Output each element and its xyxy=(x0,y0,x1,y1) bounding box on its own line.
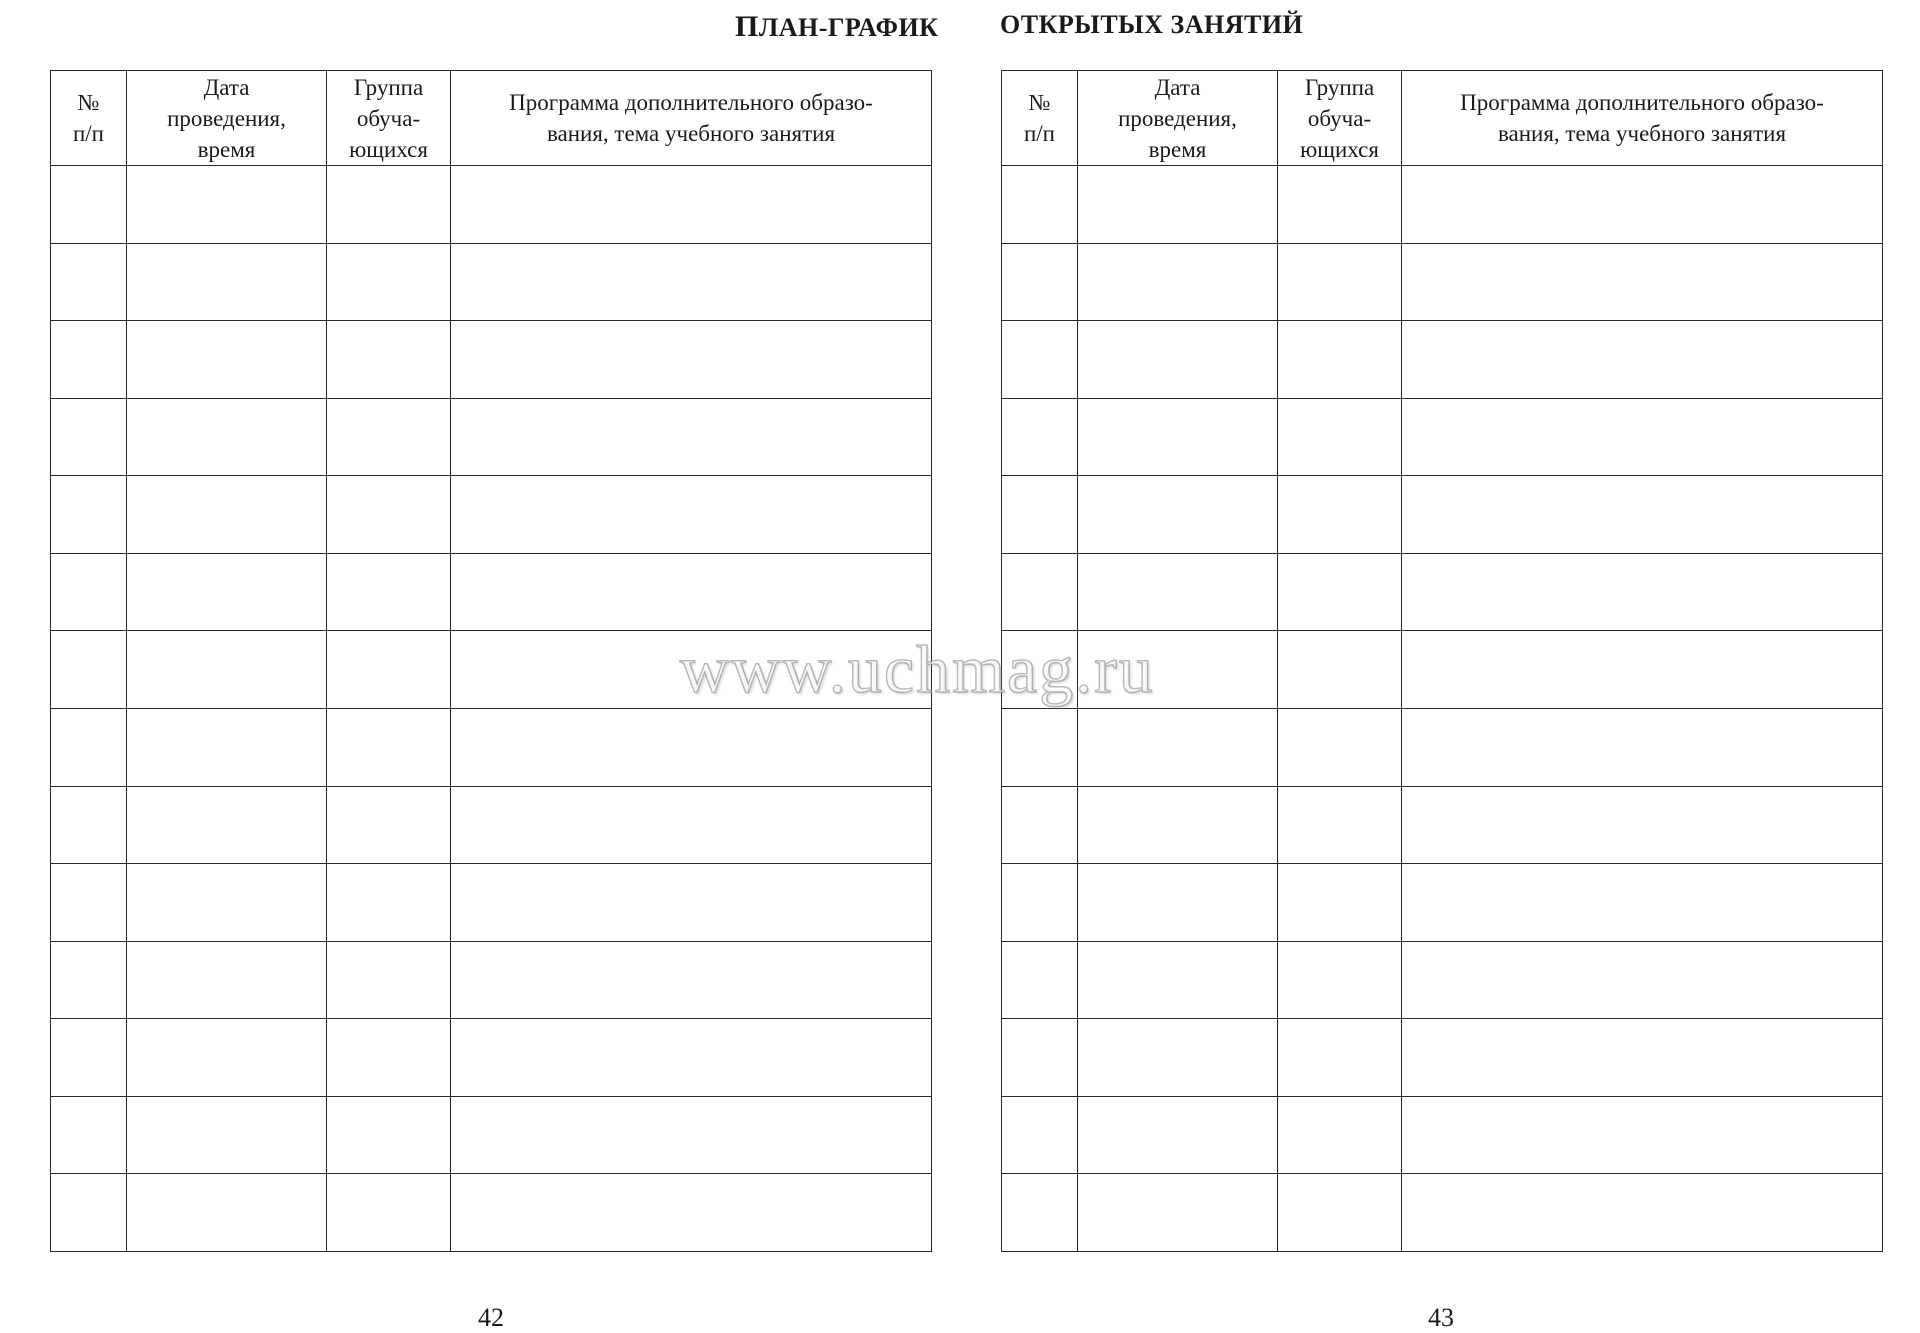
header-program: Программа дополнительного образо- вания, тема учебного занятия xyxy=(1402,71,1883,166)
table-cell xyxy=(51,1019,127,1097)
table-cell xyxy=(1278,631,1402,709)
table-cell xyxy=(1078,864,1278,942)
table-header xyxy=(1002,71,1883,166)
page-title-left: ПЛАН-ГРАФИК xyxy=(735,10,939,43)
table-cell xyxy=(327,476,451,554)
table-cell xyxy=(1402,864,1883,942)
table-cell xyxy=(451,631,932,709)
table-cell xyxy=(127,243,327,321)
table-cell xyxy=(1402,786,1883,864)
table-cell xyxy=(1402,1174,1883,1252)
table-cell xyxy=(451,553,932,631)
table-cell xyxy=(1402,243,1883,321)
table-row xyxy=(1002,1096,1883,1174)
table-cell xyxy=(51,321,127,399)
table-cell xyxy=(1278,708,1402,786)
table-cell xyxy=(327,864,451,942)
table-cell xyxy=(1278,398,1402,476)
table-cell xyxy=(327,1019,451,1097)
table-cell xyxy=(451,786,932,864)
table-cell xyxy=(451,166,932,244)
schedule-table-left xyxy=(50,70,932,1252)
table-cell xyxy=(1002,166,1078,244)
table-cell xyxy=(1078,476,1278,554)
header-group: Группа обуча- ющихся xyxy=(1278,71,1402,166)
table-cell xyxy=(51,786,127,864)
table-cell xyxy=(1402,631,1883,709)
table-row xyxy=(51,941,932,1019)
table-cell xyxy=(1278,941,1402,1019)
table-row xyxy=(51,398,932,476)
table-cell xyxy=(51,1174,127,1252)
table-cell xyxy=(127,631,327,709)
table-cell xyxy=(1402,553,1883,631)
table-body xyxy=(51,166,932,1252)
table-cell xyxy=(327,553,451,631)
table-cell xyxy=(1002,321,1078,399)
table-row xyxy=(1002,553,1883,631)
table-row xyxy=(51,166,932,244)
table-row xyxy=(51,321,932,399)
header-date: Дата проведения, время xyxy=(127,71,327,166)
table-cell xyxy=(451,398,932,476)
table-cell xyxy=(451,321,932,399)
table-row xyxy=(1002,321,1883,399)
table-cell xyxy=(1402,166,1883,244)
table-row xyxy=(51,476,932,554)
table-cell xyxy=(1078,1019,1278,1097)
table-cell xyxy=(1078,321,1278,399)
table-cell xyxy=(327,786,451,864)
schedule-table-right xyxy=(1001,70,1883,1252)
table-cell xyxy=(451,243,932,321)
table-row xyxy=(51,631,932,709)
table-cell xyxy=(451,476,932,554)
table-row xyxy=(51,1096,932,1174)
table-cell xyxy=(51,166,127,244)
page-number-right: 43 xyxy=(1428,1303,1454,1332)
table-cell xyxy=(1078,708,1278,786)
table-cell xyxy=(1278,1174,1402,1252)
page-number-left: 42 xyxy=(478,1303,504,1332)
table-cell xyxy=(1078,398,1278,476)
table-cell xyxy=(51,243,127,321)
table-cell xyxy=(1002,864,1078,942)
table-cell xyxy=(1278,1019,1402,1097)
table-cell xyxy=(1002,631,1078,709)
watermark: www.uchmag.ru xyxy=(680,631,1155,707)
table-row xyxy=(1002,166,1883,244)
table-cell xyxy=(127,864,327,942)
table-cell xyxy=(1402,398,1883,476)
table-cell xyxy=(451,708,932,786)
table-cell xyxy=(127,321,327,399)
table-cell xyxy=(451,1096,932,1174)
table-cell xyxy=(451,1019,932,1097)
table-cell xyxy=(327,321,451,399)
table-cell xyxy=(1002,398,1078,476)
table-cell xyxy=(51,941,127,1019)
table-row xyxy=(1002,243,1883,321)
table-cell xyxy=(1402,941,1883,1019)
table-cell xyxy=(51,1096,127,1174)
table-row xyxy=(1002,398,1883,476)
table-cell xyxy=(1078,941,1278,1019)
table-cell xyxy=(1078,786,1278,864)
table-cell xyxy=(1002,1096,1078,1174)
table-cell xyxy=(127,476,327,554)
table-row xyxy=(1002,1174,1883,1252)
table-cell xyxy=(327,1174,451,1252)
table-row xyxy=(51,1019,932,1097)
header-date: Дата проведения, время xyxy=(1078,71,1278,166)
table-cell xyxy=(451,864,932,942)
table-cell xyxy=(51,476,127,554)
table-cell xyxy=(127,1174,327,1252)
table-cell xyxy=(1002,708,1078,786)
table-cell xyxy=(127,708,327,786)
table-row xyxy=(51,708,932,786)
table-cell xyxy=(51,708,127,786)
table-row xyxy=(51,553,932,631)
table-cell xyxy=(51,864,127,942)
table-cell xyxy=(1402,708,1883,786)
table-cell xyxy=(127,1019,327,1097)
table-cell xyxy=(327,708,451,786)
header-group: Группа обуча- ющихся xyxy=(327,71,451,166)
table-cell xyxy=(1078,1096,1278,1174)
table-cell xyxy=(327,243,451,321)
table-cell xyxy=(127,553,327,631)
table-row xyxy=(1002,476,1883,554)
table-row xyxy=(1002,1019,1883,1097)
table-cell xyxy=(1278,1096,1402,1174)
table-row xyxy=(51,864,932,942)
table-row xyxy=(1002,941,1883,1019)
table-cell xyxy=(51,398,127,476)
table-cell xyxy=(1002,1019,1078,1097)
table-cell xyxy=(451,1174,932,1252)
table-cell xyxy=(127,1096,327,1174)
table-cell xyxy=(1278,864,1402,942)
table-cell xyxy=(451,941,932,1019)
table-row xyxy=(51,243,932,321)
table-cell xyxy=(1002,941,1078,1019)
table-cell xyxy=(327,398,451,476)
table-cell xyxy=(1002,786,1078,864)
table-cell xyxy=(1078,243,1278,321)
table-cell xyxy=(1278,321,1402,399)
table-cell xyxy=(1078,1174,1278,1252)
table-cell xyxy=(327,631,451,709)
table-cell xyxy=(1078,166,1278,244)
header-number: № п/п xyxy=(51,71,127,166)
page-title-right: ОТКРЫТЫХ ЗАНЯТИЙ xyxy=(1000,10,1304,39)
table-header xyxy=(51,71,932,166)
table-cell xyxy=(127,786,327,864)
table-cell xyxy=(1002,1174,1078,1252)
table-cell xyxy=(327,941,451,1019)
table-cell xyxy=(1078,553,1278,631)
table-row xyxy=(51,1174,932,1252)
table-body xyxy=(1002,166,1883,1252)
table-cell xyxy=(1402,1019,1883,1097)
table-cell xyxy=(51,631,127,709)
table-cell xyxy=(1278,553,1402,631)
table-cell xyxy=(1002,243,1078,321)
table-cell xyxy=(1278,786,1402,864)
table-row xyxy=(51,786,932,864)
table-cell xyxy=(1278,166,1402,244)
table-row xyxy=(1002,864,1883,942)
table-row xyxy=(1002,786,1883,864)
table-row xyxy=(1002,631,1883,709)
table-cell xyxy=(1402,476,1883,554)
table-cell xyxy=(327,166,451,244)
table-cell xyxy=(1078,631,1278,709)
table-cell xyxy=(1002,476,1078,554)
header-program: Программа дополнительного образо- вания, тема учебного занятия xyxy=(451,71,932,166)
table-cell xyxy=(127,941,327,1019)
table-row xyxy=(1002,708,1883,786)
table-cell xyxy=(327,1096,451,1174)
table-cell xyxy=(127,166,327,244)
table-cell xyxy=(1402,321,1883,399)
table-cell xyxy=(1402,1096,1883,1174)
table-cell xyxy=(127,398,327,476)
table-cell xyxy=(1278,243,1402,321)
table-cell xyxy=(1278,476,1402,554)
table-cell xyxy=(51,553,127,631)
table-cell xyxy=(1002,553,1078,631)
header-number: № п/п xyxy=(1002,71,1078,166)
